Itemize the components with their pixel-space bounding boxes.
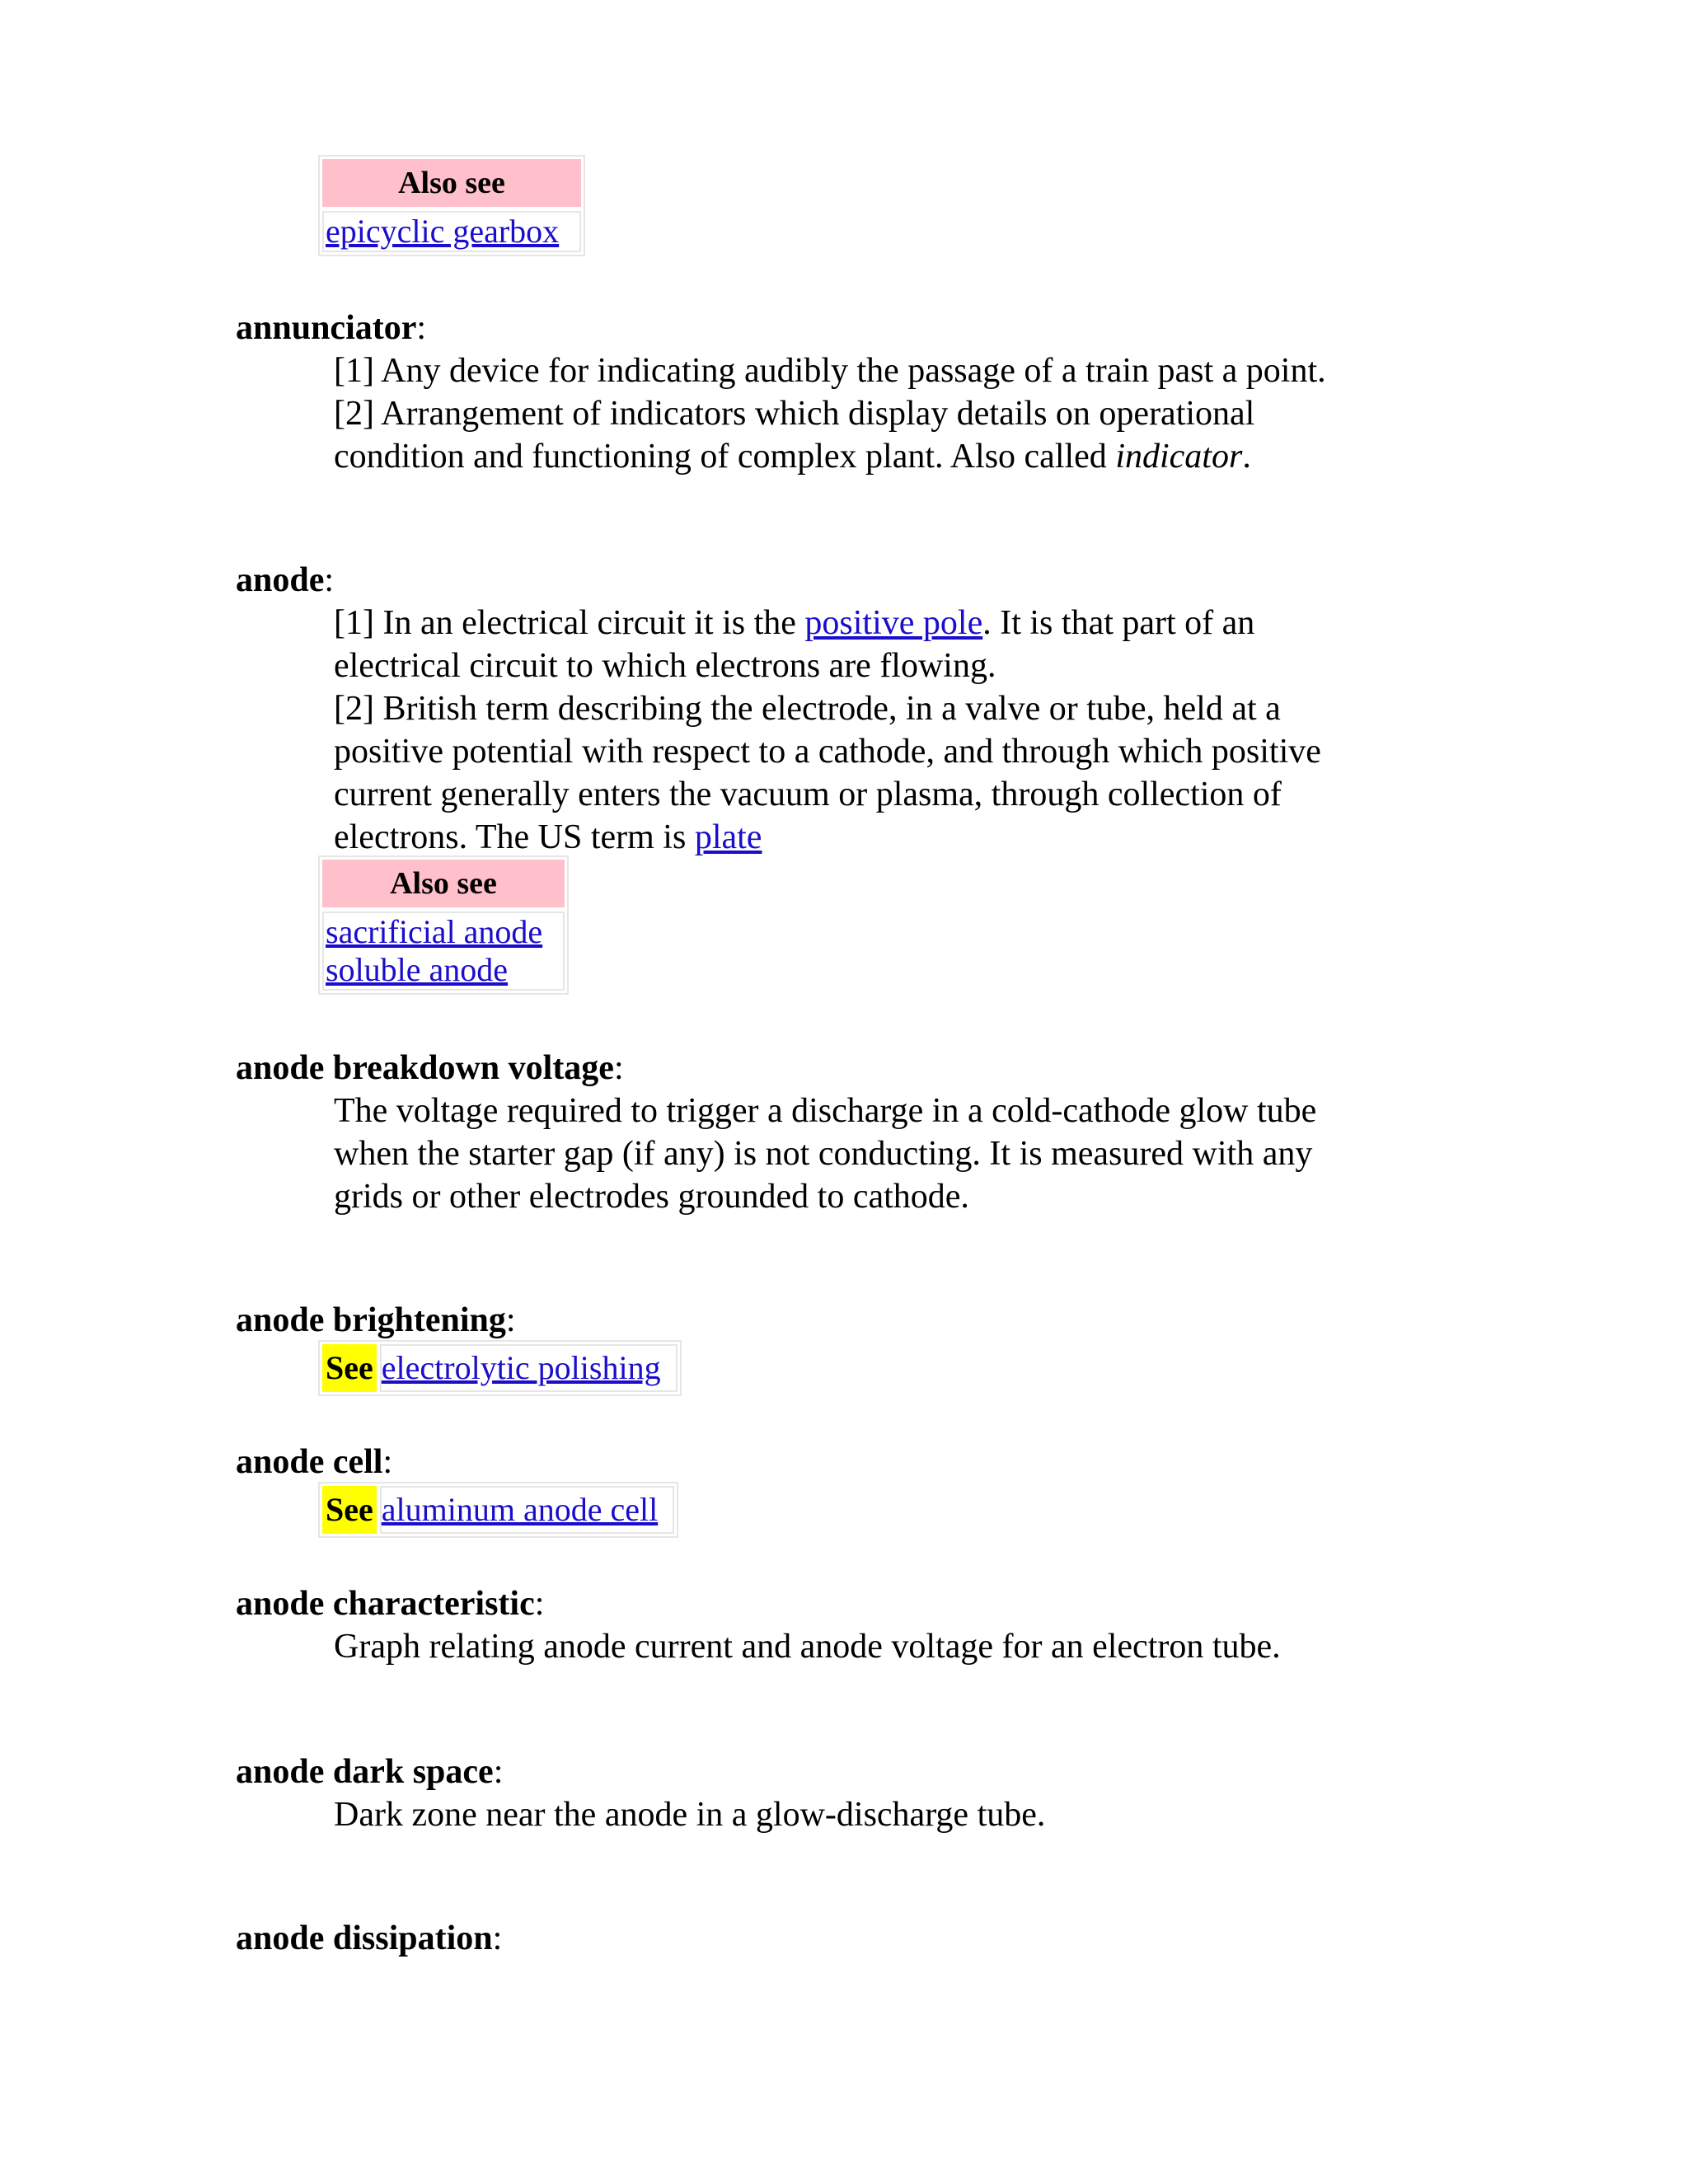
see-box <box>318 1482 678 1538</box>
definition-line: electrical circuit to which electrons are flowing. <box>334 647 996 685</box>
term-colon: : <box>416 309 427 347</box>
link-positive-pole[interactable]: positive pole <box>804 604 983 642</box>
definition <box>334 1090 1455 1218</box>
definition <box>334 602 1455 859</box>
link-sacrificial-anode[interactable]: sacrificial anode <box>326 913 543 950</box>
link-electrolytic-polishing[interactable]: electrolytic polishing <box>380 1344 678 1392</box>
definition-text: [1] In an electrical circuit it is the <box>334 604 805 642</box>
definition-line: grids or other electrodes grounded to cathode. <box>334 1178 969 1216</box>
definition-line: current generally enters the vacuum or plasma, through collection of <box>334 776 1282 813</box>
term-colon: : <box>492 1919 503 1957</box>
also-see-links <box>322 211 581 252</box>
term-colon: : <box>505 1301 516 1339</box>
definition-line <box>334 435 1455 478</box>
term-entry <box>236 559 334 602</box>
definition-text: condition and functioning of complex plant. Also called <box>334 438 1116 476</box>
also-see-box <box>318 155 585 256</box>
term-title: anode characteristic <box>236 1585 535 1623</box>
term-title: anode brightening <box>236 1301 506 1339</box>
term-title: anode cell <box>236 1443 383 1481</box>
definition <box>334 1793 1455 1836</box>
definition-line: [1] Any device for indicating audibly the passage of a train past a point. <box>334 352 1326 390</box>
term-entry <box>236 307 426 349</box>
term-entry <box>236 1299 516 1342</box>
definition <box>334 349 1455 478</box>
term-colon: : <box>534 1585 545 1623</box>
term-title: anode breakdown voltage <box>236 1049 614 1087</box>
definition-text: . <box>1242 438 1251 476</box>
term-title: anode dark space <box>236 1753 494 1791</box>
definition-line: [2] Arrangement of indicators which display details on operational <box>334 395 1255 433</box>
definition-line: Dark zone near the anode in a glow-discharge tube. <box>334 1796 1046 1834</box>
term-title: anode dissipation <box>236 1919 493 1957</box>
definition <box>334 1625 1455 1668</box>
term-colon: : <box>613 1049 624 1087</box>
term-entry <box>236 1582 544 1625</box>
see-label: See <box>322 1486 377 1534</box>
also-see-box <box>318 855 569 995</box>
term-entry <box>236 1917 502 1960</box>
term-colon: : <box>324 561 335 599</box>
also-see-links <box>322 912 565 991</box>
definition-line: The voltage required to trigger a discharge in a cold-cathode glow tube <box>334 1092 1317 1130</box>
definition-line: Graph relating anode current and anode voltage for an electron tube. <box>334 1628 1281 1666</box>
term-entry <box>236 1750 503 1793</box>
link-aluminum-anode-cell[interactable]: aluminum anode cell <box>380 1486 674 1534</box>
link-epicyclic-gearbox[interactable]: epicyclic gearbox <box>326 213 560 250</box>
term-title: annunciator <box>236 309 417 347</box>
see-box <box>318 1340 682 1396</box>
also-see-header: Also see <box>322 860 565 907</box>
link-soluble-anode[interactable]: soluble anode <box>326 951 509 988</box>
term-title: anode <box>236 561 325 599</box>
definition-line: when the starter gap (if any) is not conducting. It is measured with any <box>334 1135 1313 1173</box>
see-label: See <box>322 1344 377 1392</box>
term-colon: : <box>382 1443 393 1481</box>
also-see-header: Also see <box>322 159 581 207</box>
definition-line: positive potential with respect to a cathode, and through which positive <box>334 733 1321 771</box>
definition-line <box>334 816 1455 859</box>
italic-term: indicator <box>1115 438 1243 476</box>
term-entry <box>236 1441 392 1483</box>
definition-line <box>334 602 1455 644</box>
definition-text: electrons. The US term is <box>334 818 695 856</box>
term-colon: : <box>493 1753 504 1791</box>
link-plate[interactable]: plate <box>694 818 762 856</box>
definition-line: [2] British term describing the electrode, in a valve or tube, held at a <box>334 690 1281 728</box>
term-entry <box>236 1047 624 1090</box>
definition-text: . It is that part of an <box>982 604 1255 642</box>
